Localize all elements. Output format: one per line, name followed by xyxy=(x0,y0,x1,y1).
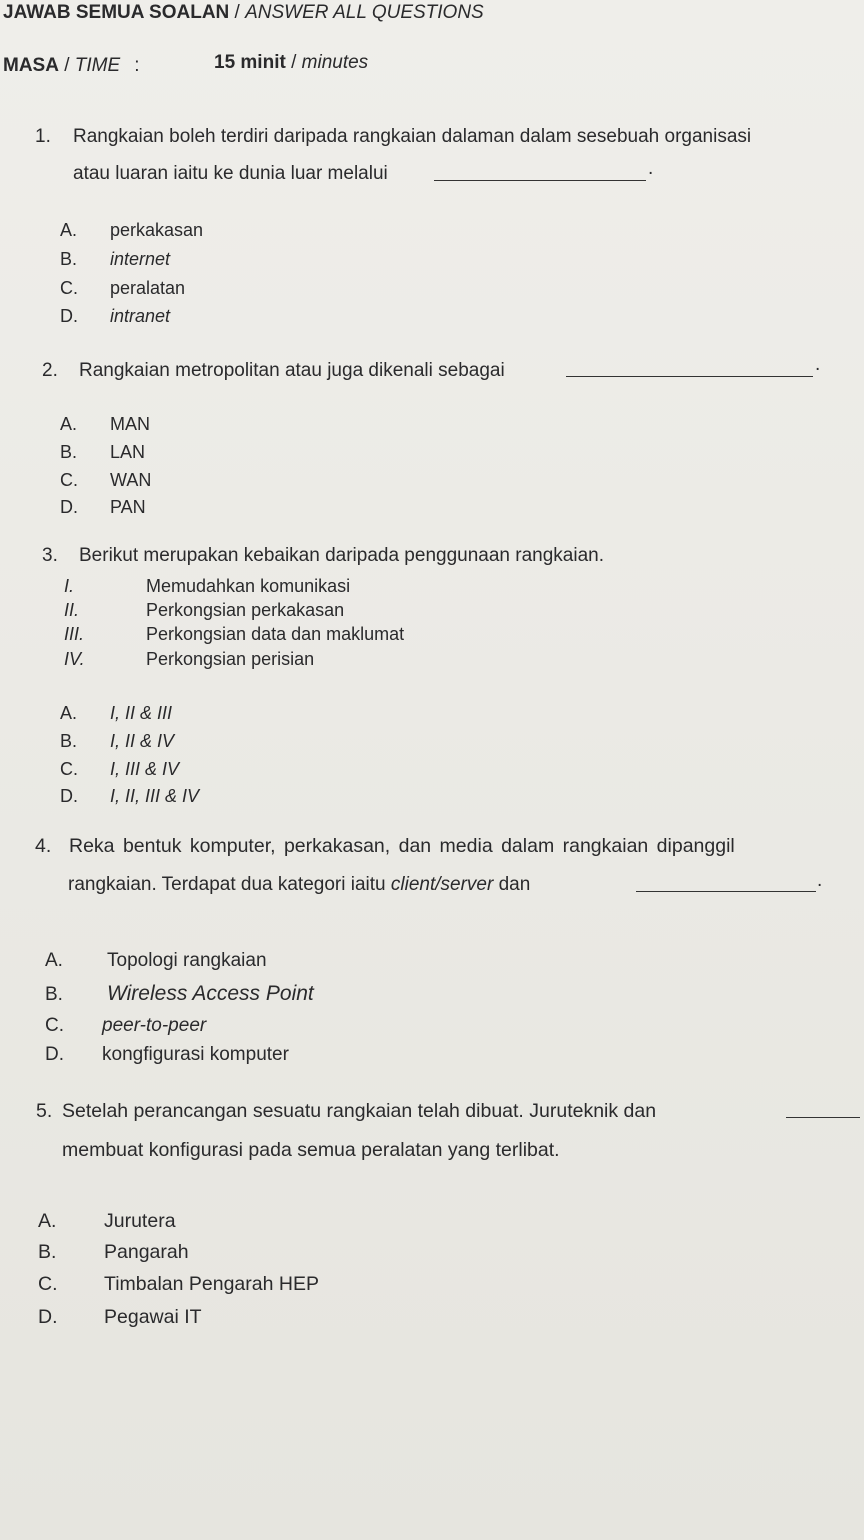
question-1-line-2: atau luaran iaitu ke dunia luar melalui xyxy=(73,163,388,184)
option-text: Timbalan Pengarah HEP xyxy=(104,1273,319,1295)
option-letter: C. xyxy=(60,759,78,779)
option-text: intranet xyxy=(110,306,171,326)
statement-numeral: I. xyxy=(64,576,75,596)
question-text: rangkaian. Terdapat dua kategori iaitu xyxy=(68,874,391,895)
option-letter: C. xyxy=(38,1273,58,1295)
question-number: 5. xyxy=(36,1100,53,1122)
question-4-line-1 xyxy=(35,835,735,858)
question-number: 2. xyxy=(42,360,58,381)
question-text: Reka bentuk komputer, perkakasan, dan media dalam rangkaian dipanggil xyxy=(69,835,735,857)
blank-end: . xyxy=(817,870,823,891)
statement-iii xyxy=(64,624,404,645)
option-d[interactable] xyxy=(60,306,170,327)
option-letter: B. xyxy=(60,731,78,751)
question-number: 3. xyxy=(42,545,58,566)
question-5-line-1 xyxy=(36,1100,656,1123)
statement-text: Perkongsian perisian xyxy=(146,649,315,669)
option-text: I, II & IV xyxy=(110,731,175,751)
option-text: perkakasan xyxy=(110,220,204,240)
time-value-english: minutes xyxy=(301,52,369,73)
question-5-line-2: membuat konfigurasi pada semua peralatan yang terlibat. xyxy=(62,1139,560,1161)
statement-ii xyxy=(64,600,344,621)
option-text: peer-to-peer xyxy=(102,1015,207,1036)
time-value xyxy=(214,52,368,74)
statement-text: Perkongsian perkakasan xyxy=(146,600,345,620)
option-b[interactable] xyxy=(60,249,170,270)
statement-numeral: IV. xyxy=(64,649,85,669)
time-value-malay: 15 minit xyxy=(214,52,286,73)
question-1-line-1 xyxy=(35,126,751,148)
option-c[interactable] xyxy=(38,1273,319,1296)
statement-numeral: II. xyxy=(64,600,80,620)
option-text: I, III & IV xyxy=(110,759,180,779)
question-text: Berikut merupakan kebaikan daripada penggunaan rangkaian. xyxy=(79,545,604,566)
option-d[interactable] xyxy=(38,1306,202,1329)
title-english: ANSWER ALL QUESTIONS xyxy=(245,2,484,23)
option-letter: C. xyxy=(45,1015,64,1036)
option-letter: B. xyxy=(38,1241,57,1263)
option-letter: A. xyxy=(60,414,78,434)
question-text: Rangkaian metropolitan atau juga dikenali sebagai xyxy=(79,360,505,381)
option-a[interactable] xyxy=(38,1210,176,1233)
question-term: client/server xyxy=(390,874,494,895)
option-text: Topologi rangkaian xyxy=(107,950,267,971)
option-a[interactable] xyxy=(45,950,267,972)
question-number: 1. xyxy=(35,126,51,147)
statement-iv xyxy=(64,649,314,670)
option-letter: D. xyxy=(60,497,78,517)
option-letter: D. xyxy=(38,1306,58,1328)
time-label xyxy=(3,55,139,77)
option-letter: A. xyxy=(38,1210,57,1232)
title-separator: / xyxy=(229,2,246,23)
blank-end: . xyxy=(648,158,654,179)
option-c[interactable] xyxy=(60,278,185,299)
option-letter: D. xyxy=(45,1044,64,1065)
option-b[interactable] xyxy=(60,442,145,463)
option-text: PAN xyxy=(110,497,146,517)
time-label-malay: MASA xyxy=(3,55,59,76)
answer-blank xyxy=(434,180,646,181)
question-text: dan xyxy=(493,874,531,895)
answer-blank xyxy=(786,1117,860,1118)
title-malay: JAWAB SEMUA SOALAN xyxy=(3,2,230,23)
option-text: WAN xyxy=(110,470,152,490)
blank-end: . xyxy=(815,354,821,375)
option-letter: A. xyxy=(45,950,63,971)
option-text: Pegawai IT xyxy=(104,1306,202,1328)
page-title xyxy=(3,2,484,24)
statement-text: Memudahkan komunikasi xyxy=(146,576,351,596)
option-letter: D. xyxy=(60,786,78,806)
option-c[interactable] xyxy=(60,759,179,780)
option-b[interactable] xyxy=(60,731,174,752)
option-text: MAN xyxy=(110,414,150,434)
option-b[interactable] xyxy=(38,1241,189,1264)
option-letter: A. xyxy=(60,703,78,723)
option-text: peralatan xyxy=(110,278,186,298)
question-3-line-1 xyxy=(42,545,604,567)
option-text: I, II, III & IV xyxy=(110,786,200,806)
option-a[interactable] xyxy=(60,220,203,241)
question-text: Setelah perancangan sesuatu rangkaian telah dibuat. Juruteknik dan xyxy=(62,1100,657,1122)
option-text: Wireless Access Point xyxy=(107,982,314,1005)
time-colon: : xyxy=(134,55,140,76)
option-b[interactable] xyxy=(45,982,314,1006)
option-letter: B. xyxy=(60,249,78,269)
statement-text: Perkongsian data dan maklumat xyxy=(146,624,405,644)
statement-i xyxy=(64,576,350,597)
question-text: Rangkaian boleh terdiri daripada rangkaian dalaman dalam sesebuah organisasi xyxy=(73,126,752,147)
option-text: I, II & III xyxy=(110,703,173,723)
option-letter: C. xyxy=(60,470,78,490)
time-value-separator: / xyxy=(285,52,302,73)
option-a[interactable] xyxy=(60,703,172,724)
option-text: LAN xyxy=(110,442,146,462)
option-text: Jurutera xyxy=(104,1210,176,1232)
option-letter: D. xyxy=(60,306,78,326)
option-d[interactable] xyxy=(60,497,146,518)
question-4-line-2 xyxy=(68,874,530,896)
option-d[interactable] xyxy=(60,786,199,807)
time-label-separator: / xyxy=(58,55,75,76)
statement-numeral: III. xyxy=(64,624,85,644)
answer-blank xyxy=(566,376,813,377)
option-text: Pangarah xyxy=(104,1241,189,1263)
option-text: kongfigurasi komputer xyxy=(102,1044,289,1065)
time-label-english: TIME xyxy=(74,55,121,76)
question-2-line-1 xyxy=(42,360,505,382)
option-c[interactable] xyxy=(60,470,151,491)
option-c[interactable] xyxy=(45,1015,206,1037)
option-letter: C. xyxy=(60,278,78,298)
option-letter: A. xyxy=(60,220,78,240)
answer-blank xyxy=(636,891,816,892)
option-letter: B. xyxy=(45,984,63,1005)
option-d[interactable] xyxy=(45,1044,289,1066)
option-a[interactable] xyxy=(60,414,150,435)
option-letter: B. xyxy=(60,442,78,462)
option-text: internet xyxy=(110,249,171,269)
question-number: 4. xyxy=(35,835,52,857)
